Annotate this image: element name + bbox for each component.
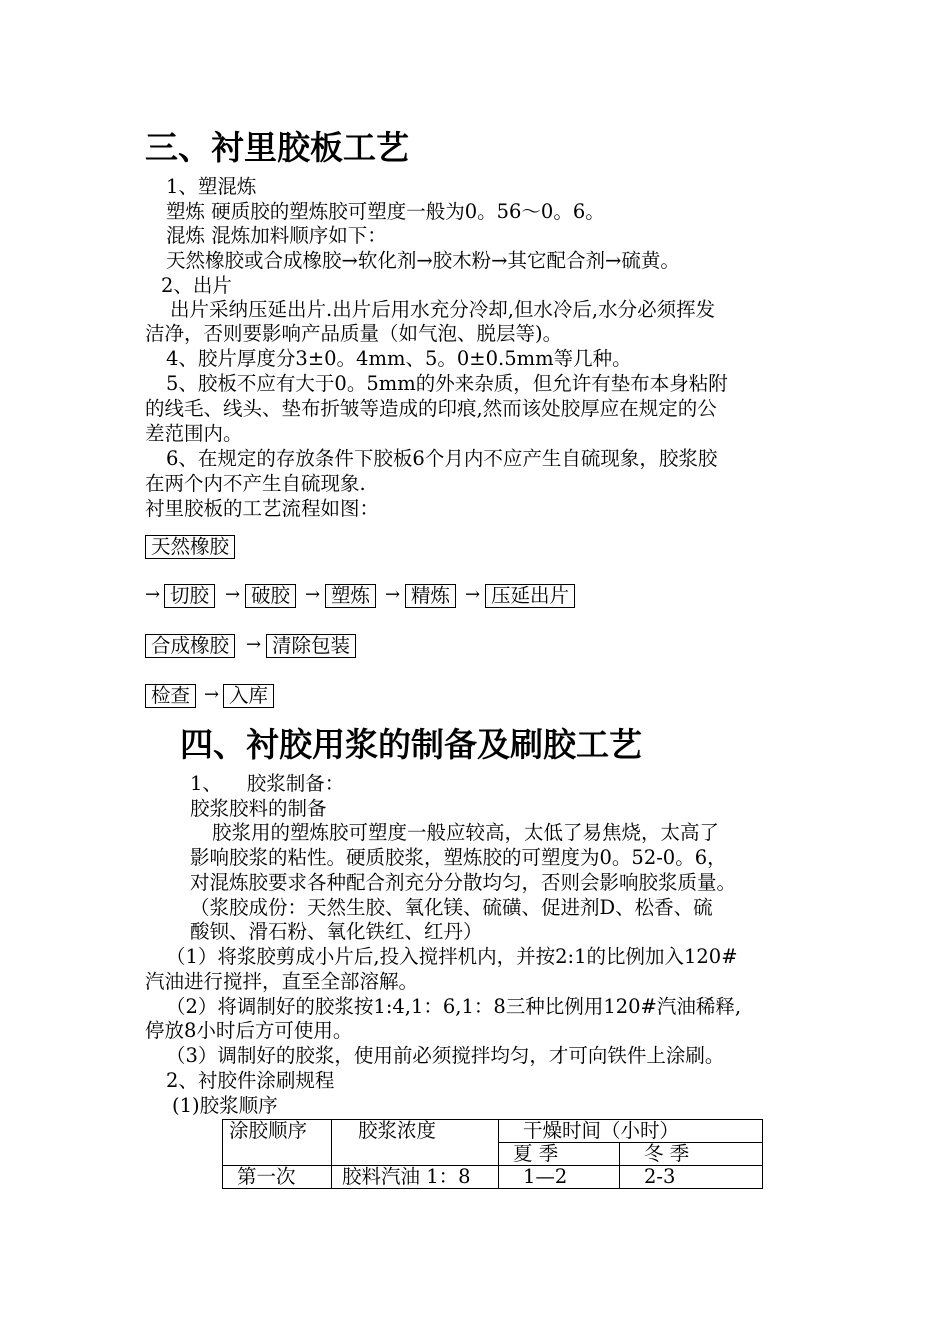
flow-box-natural-rubber: 天然橡胶 bbox=[145, 535, 235, 559]
paragraph-line: 洁净，否则要影响产品质量（如气泡、脱层等)。 bbox=[145, 322, 563, 345]
paragraph-line: 4、胶片厚度分3±0。4mm、5。0±0.5mm等几种。 bbox=[166, 347, 632, 370]
coating-table bbox=[222, 1119, 763, 1189]
flow-box-remove-wrap: 清除包装 bbox=[266, 634, 356, 658]
paragraph-line: 出片采纳压延出片.出片后用水充分冷却,但水冷后,水分必须挥发 bbox=[170, 298, 716, 321]
paragraph-line: 的线毛、线头、垫布折皱等造成的印痕,然而该处胶厚应在规定的公 bbox=[145, 397, 717, 420]
paragraph-line: 5、胶板不应有大于0。5mm的外来杂质，但允许有垫布本身粘附 bbox=[166, 372, 728, 395]
flow-box-synthetic-rubber: 合成橡胶 bbox=[145, 634, 235, 658]
paragraph-line: 停放8小时后方可使用。 bbox=[145, 1019, 353, 1042]
table-header-drying-time: 干燥时间（小时） bbox=[499, 1120, 763, 1143]
section-3-title: 三、衬里胶板工艺 bbox=[145, 128, 409, 167]
paragraph-line: 塑炼 硬质胶的塑炼胶可塑度一般为0。56～0。6。 bbox=[166, 200, 605, 223]
flow-box-cut: 切胶 bbox=[164, 584, 215, 608]
paragraph-line: 对混炼胶要求各种配合剂充分分散均匀，否则会影响胶浆质量。 bbox=[190, 871, 737, 894]
paragraph-line: 酸钡、滑石粉、氧化铁红、红丹） bbox=[190, 920, 483, 943]
flow-box-inspect: 检查 bbox=[145, 684, 196, 708]
flow-box-storage: 入库 bbox=[223, 684, 274, 708]
paragraph-line: 6、在规定的存放条件下胶板6个月内不应产生自硫现象，胶浆胶 bbox=[166, 447, 718, 470]
table-header-order: 涂胶顺序 bbox=[223, 1120, 332, 1166]
paragraph-line: 1、塑混炼 bbox=[166, 175, 257, 198]
table-header-concentration: 胶浆浓度 bbox=[332, 1120, 499, 1166]
flow-arrow: → bbox=[385, 584, 401, 605]
paragraph-line: 2、衬胶件涂刷规程 bbox=[166, 1069, 335, 1092]
flow-arrow: → bbox=[225, 584, 241, 605]
paragraph-line: 在两个内不产生自硫现象. bbox=[145, 472, 366, 495]
flow-arrow: → bbox=[465, 584, 481, 605]
flow-arrow: → bbox=[204, 684, 220, 705]
flow-box-break: 破胶 bbox=[245, 584, 296, 608]
paragraph-line: 1、 胶浆制备： bbox=[190, 772, 345, 795]
table-cell-order: 第一次 bbox=[223, 1166, 332, 1189]
flow-arrow: → bbox=[145, 584, 161, 605]
table-cell-concentration: 胶料汽油 1：8 bbox=[332, 1166, 499, 1189]
paragraph-line: 胶浆用的塑炼胶可塑度一般应较高，太低了易焦烧，太高了 bbox=[212, 821, 720, 844]
paragraph-line: （浆胶成份：天然生胶、氧化镁、硫磺、促进剂D、松香、硫 bbox=[190, 896, 713, 919]
table-cell-winter: 2-3 bbox=[620, 1166, 763, 1189]
paragraph-line: 2、出片 bbox=[161, 274, 232, 297]
paragraph-line: (1)胶浆顺序 bbox=[172, 1094, 278, 1117]
flow-arrow: → bbox=[305, 584, 321, 605]
table-cell-summer: 1—2 bbox=[499, 1166, 620, 1189]
flow-box-refine: 精炼 bbox=[405, 584, 456, 608]
paragraph-line: （1）将浆胶剪成小片后,投入搅拌机内，并按2:1的比例加入120# bbox=[166, 945, 738, 968]
paragraph-line: （2）将调制好的胶浆按1:4,1：6,1：8三种比例用120#汽油稀释, bbox=[166, 995, 742, 1018]
paragraph-line: 差范围内。 bbox=[145, 422, 243, 445]
flow-box-plasticate: 塑炼 bbox=[325, 584, 376, 608]
paragraph-line: 胶浆胶料的制备 bbox=[190, 797, 327, 820]
table-header-winter: 冬 季 bbox=[620, 1143, 763, 1166]
paragraph-line: 天然橡胶或合成橡胶→软化剂→胶木粉→其它配合剂→硫黄。 bbox=[166, 249, 680, 272]
paragraph-line: （3）调制好的胶浆，使用前必须搅拌均匀，才可向铁件上涂刷。 bbox=[166, 1044, 725, 1067]
flow-arrow: → bbox=[246, 634, 262, 655]
paragraph-line: 衬里胶板的工艺流程如图： bbox=[145, 497, 380, 520]
paragraph-line: 汽油进行搅拌，直至全部溶解。 bbox=[145, 970, 419, 993]
section-4-title: 四、衬胶用浆的制备及刷胶工艺 bbox=[180, 725, 642, 764]
table-header-summer: 夏 季 bbox=[499, 1143, 620, 1166]
paragraph-line: 影响胶浆的粘性。硬质胶浆，塑炼胶的可塑度为0。52-0。6， bbox=[190, 846, 727, 869]
paragraph-line: 混炼 混炼加料顺序如下： bbox=[166, 224, 387, 247]
flow-box-calender: 压延出片 bbox=[485, 584, 575, 608]
